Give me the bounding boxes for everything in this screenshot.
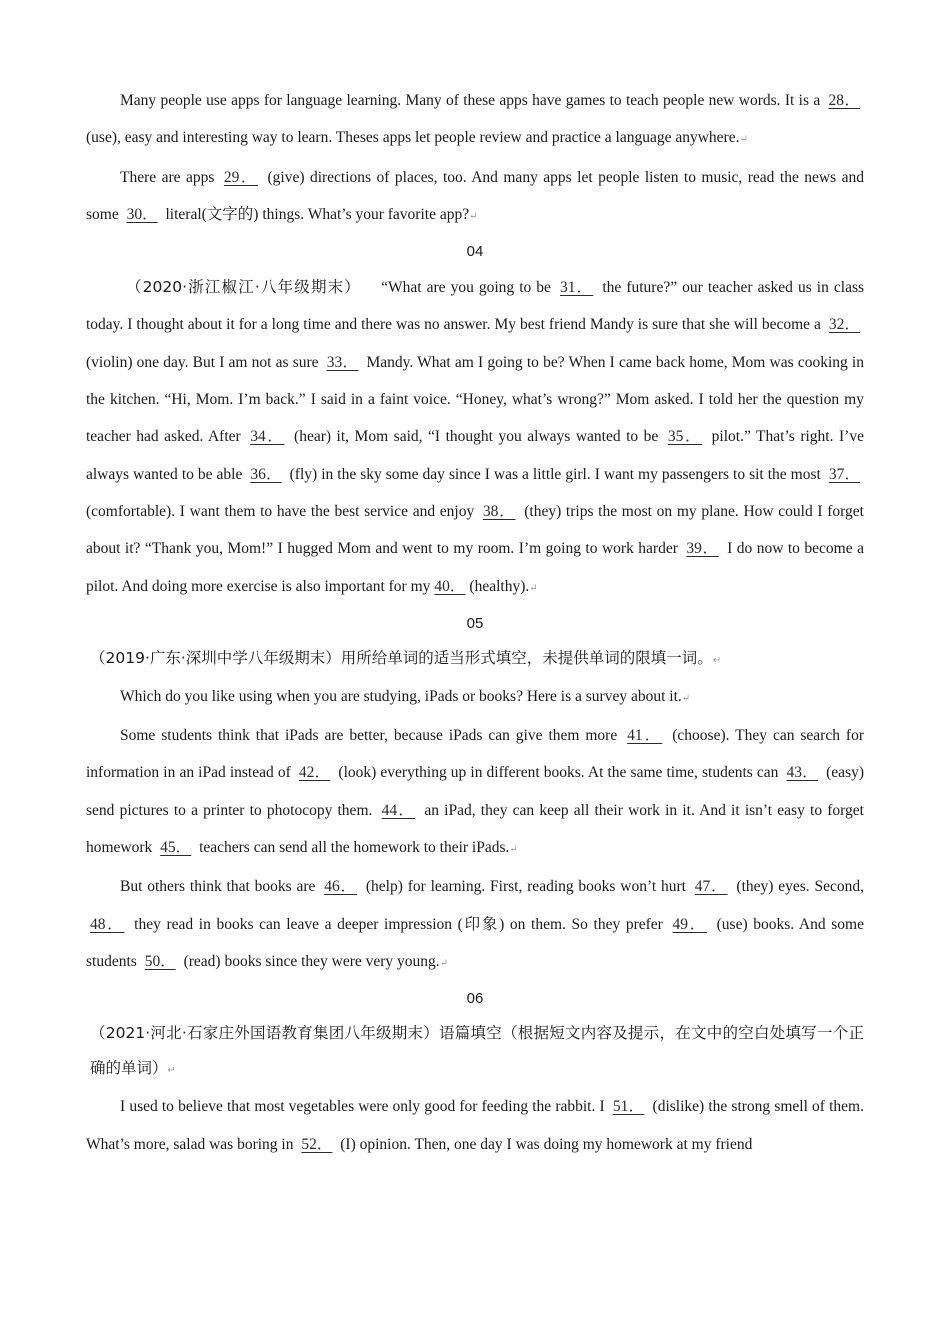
- blank-28[interactable]: 28．: [828, 92, 860, 109]
- text: (help) for learning. First, reading books won’t hurt: [361, 878, 691, 896]
- text: (violin) one day. But I am not as sure: [86, 353, 323, 371]
- text: I do now to become a pilot. And doing more exercise is also important for my: [86, 540, 864, 595]
- text: literal(文字的) things. What’s your favorite app?: [161, 205, 470, 223]
- blank-41[interactable]: 41．: [627, 727, 663, 745]
- blank-48[interactable]: 48．: [90, 915, 125, 933]
- text: (read) books since they were very young.: [179, 952, 440, 970]
- text: There are apps: [120, 168, 220, 186]
- text: (give) directions of places, too. And many apps let people listen to music, read the news and some: [86, 168, 864, 223]
- text: they read in books can leave a deeper impression (印象) on them. So they prefer: [128, 915, 669, 933]
- text: “What are you going to be: [381, 279, 556, 297]
- paragraph-pilot: （2020·浙江椒江·八年级期末） “What are you going to be 31． the future?” our teacher asked us in class today. I thought about it for a long time and there was no answer. My best friend Mandy is sure that she will become a 32． (violin) one day. But I am not as sure 33． Mandy. What am I going to be? When I came back home, Mom was cooking in the kitchen. “Hi, Mom. I’m back.” I said in a faint voice. “Honey, what’s wrong?” Mom asked. I told her the question my teacher had asked. After 34． (hear) it, Mom said, “I thought you always wanted to be 35． pilot.” That’s right. I’ve always wanted to be able 36． (fly) in the sky some day since I was a little girl. I want my passengers to sit the most 37． (comfortable). I want them to have the best service and enjoy 38． (they) trips the most on my plane. How could I forget about it? “Thank you, Mom!” I hugged Mom and went to my room. I’m going to work harder 39． I do now to become a pilot. And doing more exercise is also important for my 40． (healthy).↵: [86, 278, 865, 595]
- section-number-05: 05: [466, 614, 484, 632]
- blank-29[interactable]: 29．: [223, 168, 259, 186]
- text: pilot.” That’s right. I’ve always wanted to be able: [86, 428, 864, 483]
- blank-39[interactable]: 39．: [686, 540, 719, 558]
- text: teachers can send all the homework to their iPads.: [195, 839, 510, 857]
- paragraph-survey-intro: Which do you like using when you are studying, iPads or books? Here is a survey about it.↵: [120, 687, 691, 705]
- text: (they) trips the most on my plane. How could I forget about it? “Thank you, Mom!” I hugged Mom and went to my room. I’m going to work harder: [86, 502, 864, 558]
- text: (healthy).: [469, 577, 530, 595]
- source-label: （2021·河北·石家庄外国语教育集团八年级期末）语篇填空（根据短文内容及提示，在文中的空白处填写一个正确的单词）: [90, 1024, 864, 1078]
- text: But others think that books are: [120, 878, 321, 896]
- blank-49[interactable]: 49．: [672, 915, 707, 933]
- text: (fly) in the sky some day since I was a little girl. I want my passengers to sit the most: [285, 465, 825, 483]
- text: (dislike) the strong smell of them. What’s more, salad was boring in: [86, 1098, 864, 1153]
- text: (comfortable). I want them to have the best service and enjoy: [86, 502, 479, 520]
- paragraph-apps-1: Many people use apps for language learning. Many of these apps have games to teach people new words. It is a 28． (use), easy and interesting way to learn. Theses apps let people review and practice a language anywhere.↵: [86, 82, 864, 159]
- blank-44[interactable]: 44．: [381, 801, 416, 819]
- paragraph-ipads: Some students think that iPads are better, because iPads can give them more 41． (choose). They can search for information in an iPad instead of 42． (look) everything up in different books. At the same time, students can 43． (easy) send pictures to a printer to photocopy them. 44． an iPad, they can keep all their work in it. And it isn’t easy to forget homework 45． teachers can send all the homework to their iPads.↵: [86, 727, 864, 857]
- blank-36[interactable]: 36．: [250, 465, 282, 483]
- text: an iPad, they can keep all their work in it. And it isn’t easy to forget homework: [86, 801, 864, 857]
- blank-51[interactable]: 51．: [612, 1098, 645, 1116]
- blank-31[interactable]: 31．: [559, 279, 594, 297]
- blank-35[interactable]: 35．: [667, 428, 703, 446]
- source-label: （2020·浙江椒江·八年级期末）: [126, 278, 361, 297]
- text: (look) everything up in different books. At the same time, students can: [334, 764, 783, 782]
- text: (they) eyes. Second,: [731, 878, 864, 896]
- blank-42[interactable]: 42．: [298, 764, 331, 782]
- text: Many people use apps for language learning. Many of these apps have games to teach people new words. It is a: [120, 92, 825, 109]
- blank-46[interactable]: 46．: [324, 878, 358, 896]
- text: Some students think that iPads are better, because iPads can give them more: [120, 727, 624, 745]
- blank-37[interactable]: 37．: [828, 465, 860, 483]
- section-source-05: （2019·广东·深圳中学八年级期末）用所给单词的适当形式填空，未提供单词的限填一词。↵: [90, 648, 722, 667]
- blank-34[interactable]: 34．: [250, 428, 285, 446]
- source-label: （2019·广东·深圳中学八年级期末）用所给单词的适当形式填空，未提供单词的限填一词。: [90, 648, 713, 667]
- blank-52[interactable]: 52．: [301, 1135, 333, 1153]
- section-source-06: （2021·河北·石家庄外国语教育集团八年级期末）语篇填空（根据短文内容及提示，在文中的空白处填写一个正确的单词）↵: [90, 1024, 864, 1078]
- text: Which do you like using when you are studying, iPads or books? Here is a survey about it.: [120, 687, 682, 705]
- text: (hear) it, Mom said, “I thought you always wanted to be: [288, 428, 664, 446]
- text: (use) books. And some students: [86, 915, 864, 970]
- blank-40[interactable]: 40．: [434, 577, 466, 595]
- blank-47[interactable]: 47．: [694, 878, 728, 896]
- paragraph-vegetables: [86, 1088, 864, 1163]
- paragraph-books: But others think that books are 46． (help) for learning. First, reading books won’t hurt 47． (they) eyes. Second, 48． they read in books can leave a deeper impression (印象) on them. So they prefer 49． (use) books. And some students 50． (read) books since they were very young.↵: [86, 878, 864, 970]
- blank-38[interactable]: 38．: [482, 502, 516, 520]
- section-number-04: 04: [466, 243, 484, 261]
- text: the future?” our teacher asked us in class today. I thought about it for a long time and there was no answer. My best friend Mandy is sure that she will become a: [86, 279, 865, 334]
- blank-30[interactable]: 30．: [126, 205, 158, 223]
- section-number-06: 06: [466, 990, 484, 1008]
- blank-45[interactable]: 45．: [160, 839, 192, 857]
- text: Mandy. What am I going to be? When I came back home, Mom was cooking in the kitchen. “Hi, Mom. I’m back.” I said in a faint voice. “Honey, what’s wrong?” Mom asked. I told her the question my teacher had asked. After: [86, 353, 864, 446]
- blank-43[interactable]: 43．: [786, 764, 819, 782]
- blank-50[interactable]: 50．: [144, 952, 176, 970]
- text: (use), easy and interesting way to learn. Theses apps let people review and practice a language anywhere.: [86, 129, 740, 147]
- blank-33[interactable]: 33．: [326, 353, 359, 371]
- paragraph-apps-2: There are apps 29． (give) directions of places, too. And many apps let people listen to music, read the news and some 30． literal(文字的) things. What’s your favorite app?↵: [86, 168, 864, 223]
- text: (choose). They can search for information in an iPad instead of: [86, 727, 864, 782]
- text: (easy) send pictures to a printer to photocopy them.: [86, 764, 864, 819]
- blank-32[interactable]: 32．: [828, 316, 860, 334]
- text: I used to believe that most vegetables were only good for feeding the rabbit. I: [120, 1098, 609, 1116]
- document-page: [86, 82, 864, 1163]
- text: (I) opinion. Then, one day I was doing my homework at my friend: [336, 1135, 753, 1153]
